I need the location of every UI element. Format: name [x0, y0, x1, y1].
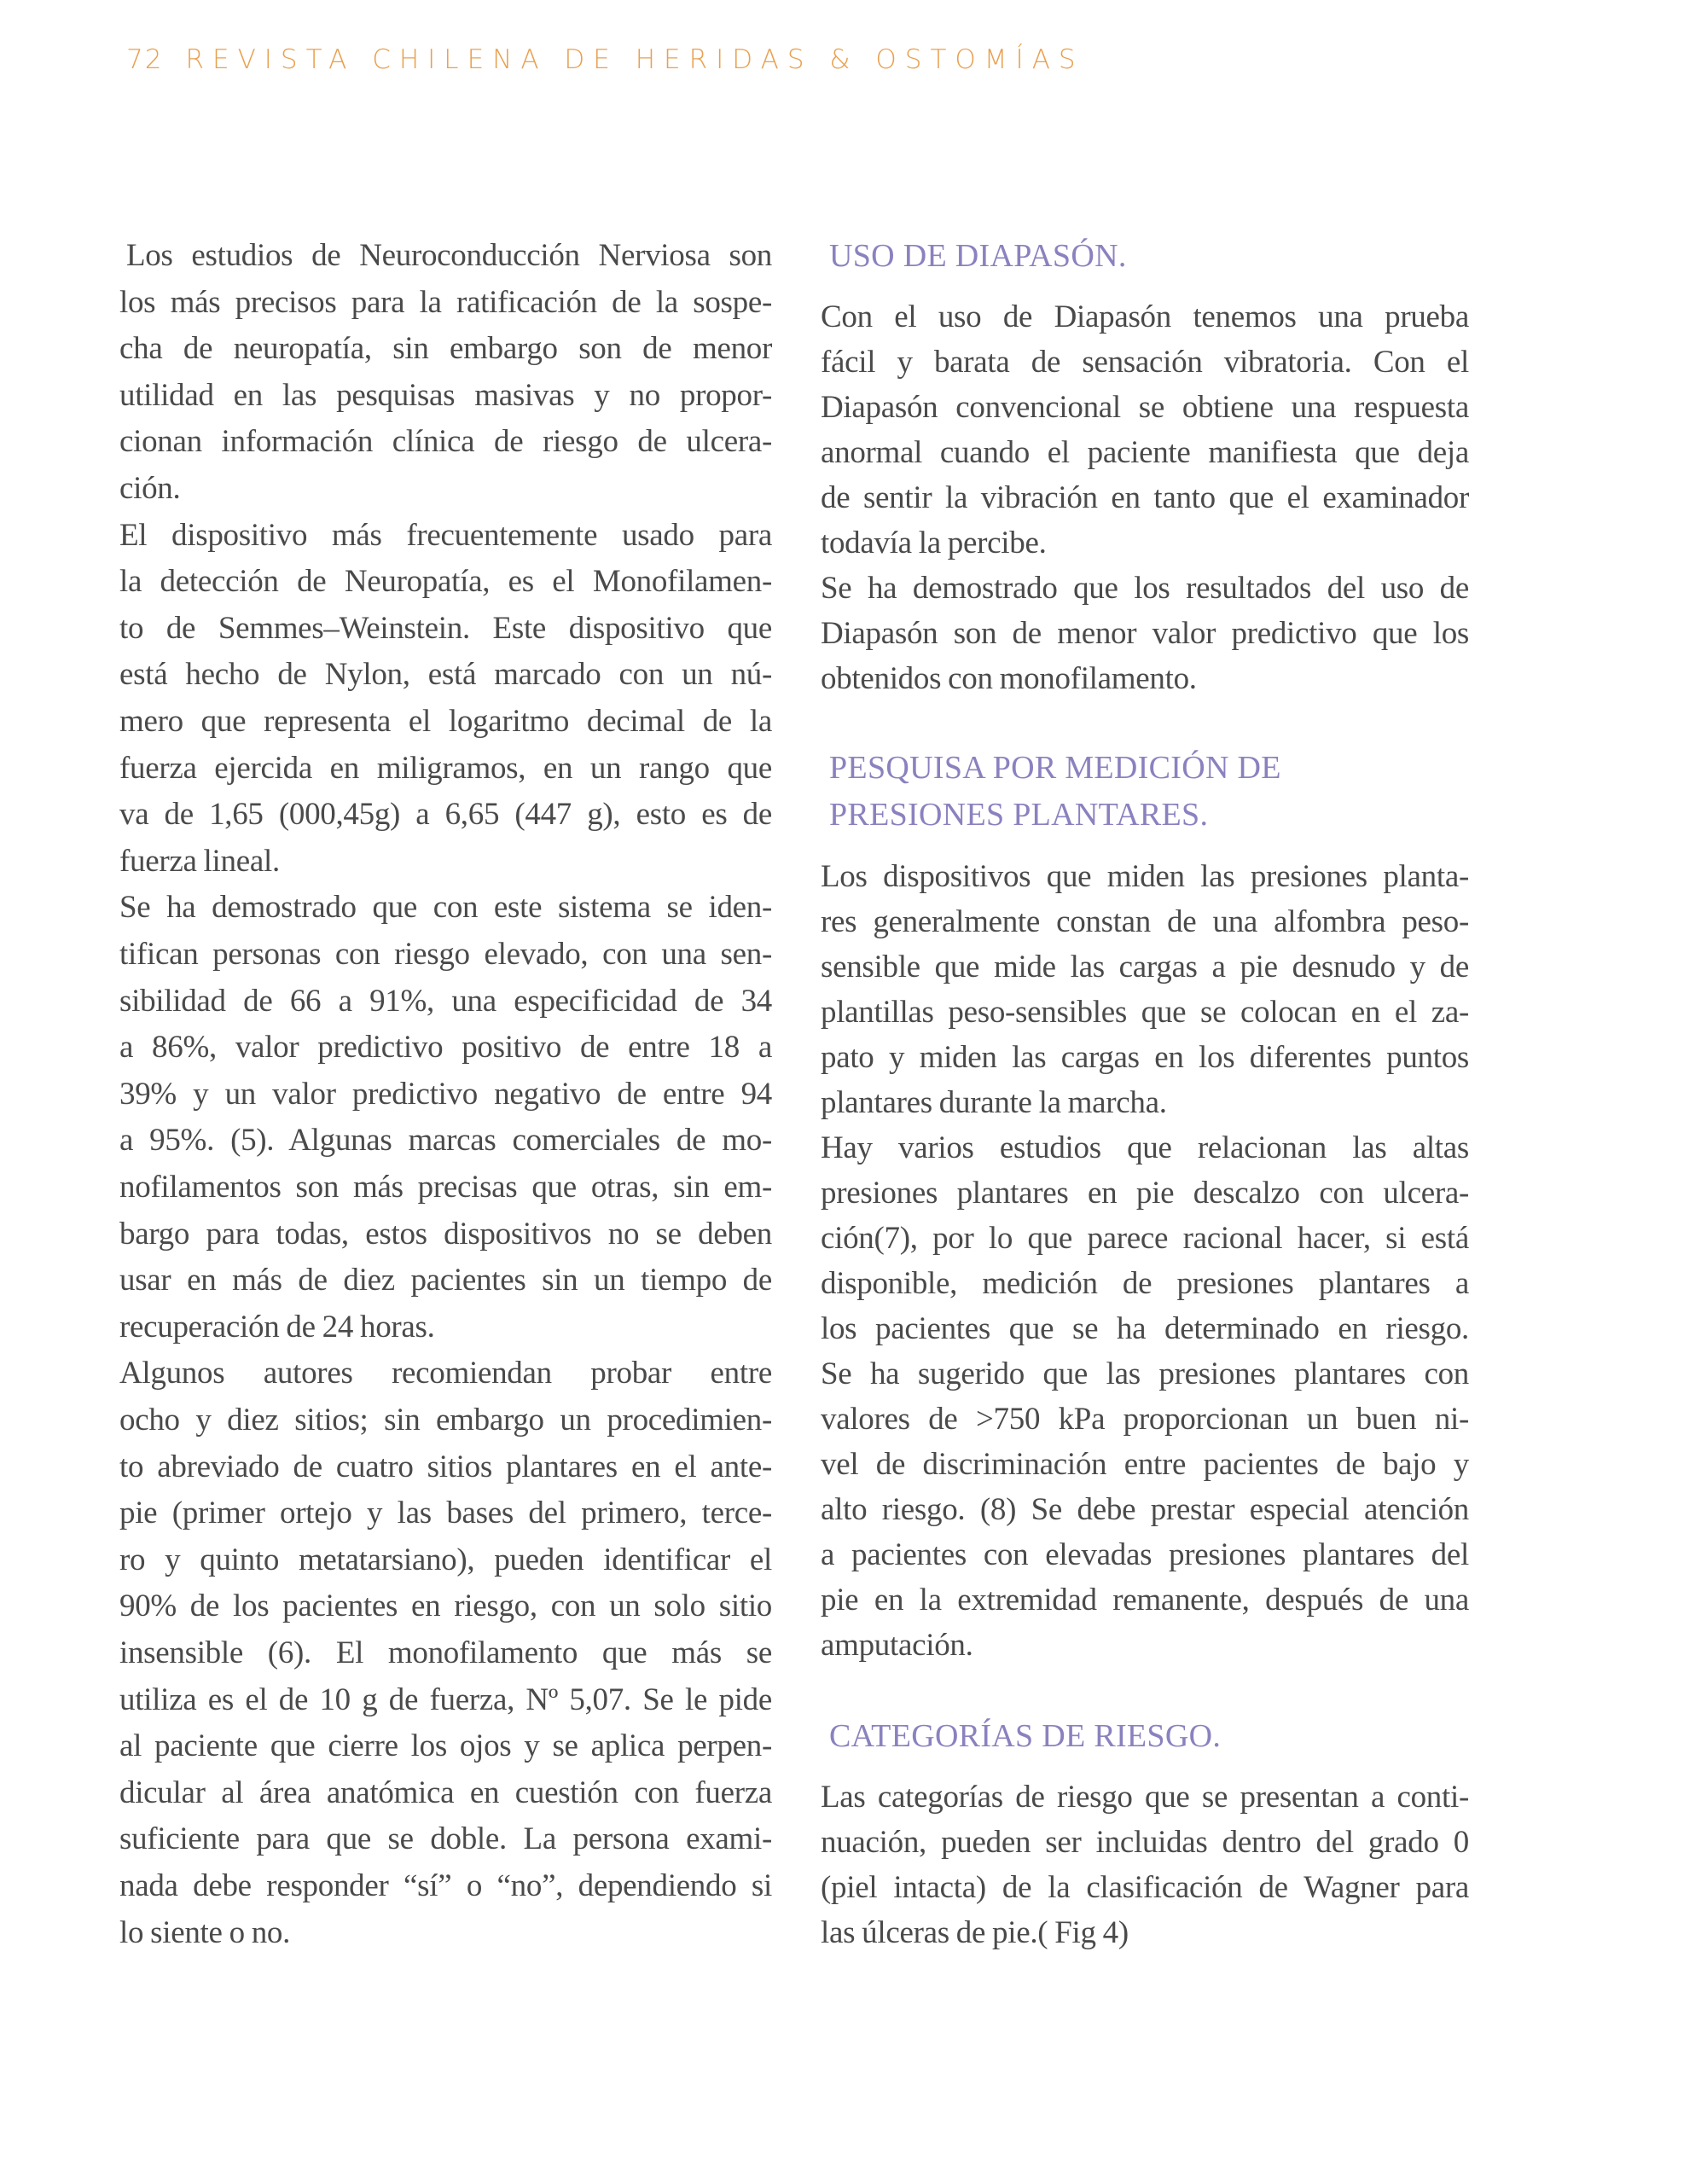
body-text-line: ro y quinto metatarsiano), pueden identificar el: [119, 1542, 772, 1577]
body-text-line: ción(7), por lo que parece racional hacer, si está: [821, 1221, 1469, 1256]
body-text-line: nada debe responder “sí” o “no”, dependiendo si: [119, 1868, 772, 1903]
body-text-line: a 86%, valor predictivo positivo de entre 18 a: [119, 1030, 772, 1065]
body-text-line: mero que representa el logaritmo decimal de la: [119, 704, 772, 739]
body-text-line: los pacientes que se ha determinado en riesgo.: [821, 1311, 1469, 1346]
body-text-line: Las categorías de riesgo que se presentan a conti-: [821, 1780, 1469, 1815]
body-text-line: res generalmente constan de una alfombra peso-: [821, 904, 1469, 939]
body-text-line: Hay varios estudios que relacionan las altas: [821, 1130, 1469, 1165]
body-text-line: sensible que mide las cargas a pie desnudo y de: [821, 950, 1469, 985]
body-text-line: anormal cuando el paciente manifiesta que deja: [821, 435, 1469, 470]
body-text-line: todavía la percibe.: [821, 526, 1047, 561]
body-text-line: fuerza ejercida en miligramos, en un rango que: [119, 751, 772, 786]
body-text-line: recuperación de 24 horas.: [119, 1310, 435, 1345]
body-text-line: nofilamentos son más precisas que otras, sin em-: [119, 1170, 772, 1205]
body-text-line: va de 1,65 (000,45g) a 6,65 (447 g), esto es de: [119, 797, 772, 832]
body-text-line: las úlceras de pie.( Fig 4): [821, 1915, 1129, 1950]
body-text-line: Diapasón convencional se obtiene una respuesta: [821, 390, 1469, 425]
body-text-line: disponible, medición de presiones plantares a: [821, 1266, 1469, 1301]
body-text-line: sibilidad de 66 a 91%, una especificidad de 34: [119, 984, 772, 1019]
body-text-line: to de Semmes–Weinstein. Este dispositivo que: [119, 611, 772, 646]
body-text-line: pie en la extremidad remanente, después de una: [821, 1583, 1469, 1618]
body-text-line: Diapasón son de menor valor predictivo que los: [821, 616, 1469, 651]
section-heading: PESQUISA POR MEDICIÓN DE: [829, 750, 1281, 786]
body-text-line: vel de discriminación entre pacientes de bajo y: [821, 1447, 1469, 1482]
body-text-line: presiones plantares en pie descalzo con ulcera-: [821, 1176, 1469, 1211]
body-text-line: Se ha demostrado que con este sistema se iden-: [119, 890, 772, 925]
body-text-line: utilidad en las pesquisas masivas y no propor-: [119, 378, 772, 413]
body-text-line: Se ha sugerido que las presiones plantares con: [821, 1356, 1469, 1391]
body-text-line: dicular al área anatómica en cuestión con fuerza: [119, 1775, 772, 1810]
body-text-line: Los estudios de Neuroconducción Nerviosa son: [126, 238, 772, 273]
body-text-line: ocho y diez sitios; sin embargo un procedimien-: [119, 1403, 772, 1438]
body-text-line: pie (primer ortejo y las bases del primero, terce-: [119, 1496, 772, 1531]
body-text-line: fuerza lineal.: [119, 844, 280, 879]
body-text-line: nuación, pueden ser incluidas dentro del grado 0: [821, 1825, 1469, 1860]
body-text-line: bargo para todas, estos dispositivos no se deben: [119, 1217, 772, 1252]
page-number: 72: [126, 44, 164, 75]
body-text-line: insensible (6). El monofilamento que más se: [119, 1635, 772, 1670]
section-heading: CATEGORÍAS DE RIESGO.: [829, 1718, 1222, 1754]
body-text-line: usar en más de diez pacientes sin un tiempo de: [119, 1263, 772, 1298]
body-text-line: valores de >750 kPa proporcionan un buen ni-: [821, 1402, 1469, 1437]
body-text-line: alto riesgo. (8) Se debe prestar especial atención: [821, 1492, 1469, 1527]
body-text-line: a 95%. (5). Algunas marcas comerciales de mo-: [119, 1123, 772, 1158]
running-head: [126, 44, 1084, 75]
body-text-line: pato y miden las cargas en los diferentes puntos: [821, 1040, 1469, 1075]
body-text-line: de sentir la vibración en tanto que el examinador: [821, 480, 1469, 515]
body-text-line: cha de neuropatía, sin embargo son de menor: [119, 331, 772, 366]
body-text-line: plantillas peso-sensibles que se colocan en el za-: [821, 995, 1469, 1030]
body-text-line: la detección de Neuropatía, es el Monofilamen-: [119, 564, 772, 599]
journal-title: REVISTA CHILENA DE HERIDAS & OSTOMÍAS: [185, 44, 1084, 75]
body-text-line: El dispositivo más frecuentemente usado para: [119, 518, 772, 553]
body-text-line: obtenidos con monofilamento.: [821, 661, 1197, 696]
body-text-line: a pacientes con elevadas presiones plantares del: [821, 1537, 1469, 1572]
body-text-line: (piel intacta) de la clasificación de Wagner para: [821, 1870, 1469, 1905]
body-text-line: al paciente que cierre los ojos y se aplica perpen-: [119, 1728, 772, 1763]
body-text-line: utiliza es el de 10 g de fuerza, Nº 5,07. Se le pide: [119, 1682, 772, 1717]
section-heading: PRESIONES PLANTARES.: [829, 797, 1209, 833]
body-text-line: Se ha demostrado que los resultados del uso de: [821, 571, 1469, 606]
body-text-line: 39% y un valor predictivo negativo de entre 94: [119, 1077, 772, 1112]
body-text-line: Los dispositivos que miden las presiones planta-: [821, 859, 1469, 894]
body-text-line: lo siente o no.: [119, 1915, 291, 1950]
body-text-line: Con el uso de Diapasón tenemos una prueba: [821, 299, 1469, 334]
section-heading: USO DE DIAPASÓN.: [829, 238, 1127, 274]
body-text-line: suficiente para que se doble. La persona exami-: [119, 1821, 772, 1856]
body-text-line: plantares durante la marcha.: [821, 1085, 1167, 1120]
body-text-line: tifican personas con riesgo elevado, con una sen-: [119, 937, 772, 972]
body-text-line: está hecho de Nylon, está marcado con un nú-: [119, 657, 772, 692]
body-text-line: ción.: [119, 471, 181, 506]
body-text-line: to abreviado de cuatro sitios plantares en el ante-: [119, 1449, 772, 1484]
body-text-line: Algunos autores recomiendan probar entre: [119, 1356, 772, 1391]
body-text-line: amputación.: [821, 1628, 973, 1663]
body-text-line: 90% de los pacientes en riesgo, con un solo sitio: [119, 1589, 772, 1623]
body-text-line: cionan información clínica de riesgo de ulcera-: [119, 424, 772, 459]
body-text-line: fácil y barata de sensación vibratoria. Con el: [821, 345, 1469, 380]
body-text-line: los más precisos para la ratificación de la sospe-: [119, 285, 772, 320]
